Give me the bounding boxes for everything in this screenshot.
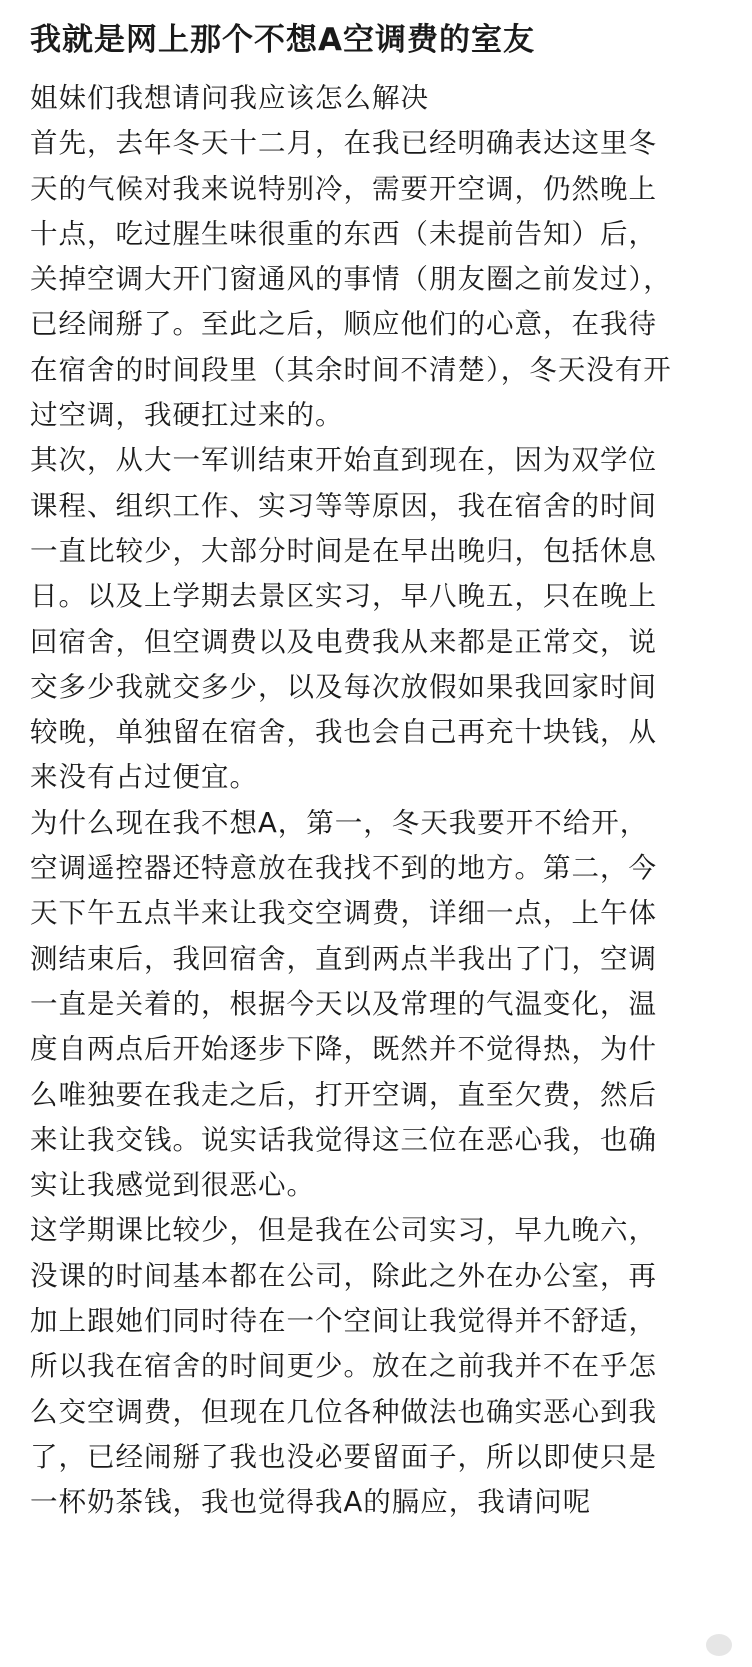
- body-line: 课程、组织工作、实习等等原因，我在宿舍的时间: [30, 489, 657, 522]
- body-line: 姐妹们我想请问我应该怎么解决: [30, 82, 429, 114]
- body-line: 所以我在宿舍的时间更少。放在之前我并不在乎怎: [30, 1350, 657, 1383]
- body-line: 这学期课比较少，但是我在公司实习，早九晚六，: [30, 1214, 657, 1247]
- body-line: 其次，从大一军训结束开始直到现在，因为双学位: [30, 444, 657, 477]
- body-line: 过空调，我硬扛过来的。: [30, 399, 344, 432]
- body-line: 度自两点后开始逐步下降，既然并不觉得热，为什: [30, 1033, 657, 1066]
- body-line: 来没有占过便宜。: [30, 761, 258, 794]
- body-line: 么交空调费，但现在几位各种做法也确实恶心到我: [30, 1395, 657, 1428]
- body-line: 日。以及上学期去景区实习，早八晚五，只在晚上: [30, 580, 657, 613]
- body-line: 在宿舍的时间段里（其余时间不清楚），冬天没有开: [30, 353, 672, 386]
- body-line: 一杯奶茶钱，我也觉得我A的膈应，我请问呢: [30, 1486, 592, 1519]
- body-line: 已经闹掰了。至此之后，顺应他们的心意，在我待: [30, 308, 657, 341]
- body-line: 没课的时间基本都在公司，除此之外在办公室，再: [30, 1259, 657, 1292]
- body-line: 一直比较少，大部分时间是在早出晚归，包括休息: [30, 534, 657, 567]
- post-title: 我就是网上那个不想A空调费的室友: [30, 22, 535, 58]
- body-line: 十点，吃过腥生味很重的东西（未提前告知）后，: [30, 217, 657, 250]
- body-line: 较晚，单独留在宿舍，我也会自己再充十块钱，从: [30, 716, 657, 749]
- body-line: 加上跟她们同时待在一个空间让我觉得并不舒适，: [30, 1305, 657, 1338]
- body-line: 交多少我就交多少，以及每次放假如果我回家时间: [30, 670, 657, 703]
- watermark: [666, 1629, 732, 1661]
- body-line: 么唯独要在我走之后，打开空调，直至欠费，然后: [30, 1078, 657, 1111]
- body-line: 了，已经闹掰了我也没必要留面子，所以即使只是: [30, 1440, 657, 1473]
- body-line: 首先，去年冬天十二月，在我已经明确表达这里冬: [30, 127, 657, 160]
- body-line: 来让我交钱。说实话我觉得这三位在恶心我，也确: [30, 1123, 657, 1156]
- body-line: 回宿舍，但空调费以及电费我从来都是正常交，说: [30, 625, 657, 658]
- body-line: 实让我感觉到很恶心。: [30, 1169, 315, 1202]
- body-line: 一直是关着的，根据今天以及常理的气温变化，温: [30, 987, 657, 1020]
- watermark-logo-icon: [706, 1634, 732, 1656]
- post-body: [30, 76, 730, 1526]
- body-line: 天的气候对我来说特别冷，需要开空调，仍然晚上: [30, 172, 657, 205]
- body-line: 空调遥控器还特意放在我找不到的地方。第二，今: [30, 852, 657, 885]
- body-line: 为什么现在我不想A，第一，冬天我要开不给开，: [30, 806, 649, 839]
- body-line: 关掉空调大开门窗通风的事情（朋友圈之前发过），: [30, 263, 672, 296]
- post: [30, 14, 730, 1526]
- body-line: 天下午五点半来让我交空调费，详细一点，上午体: [30, 897, 657, 930]
- body-line: 测结束后，我回宿舍，直到两点半我出了门，空调: [30, 942, 657, 975]
